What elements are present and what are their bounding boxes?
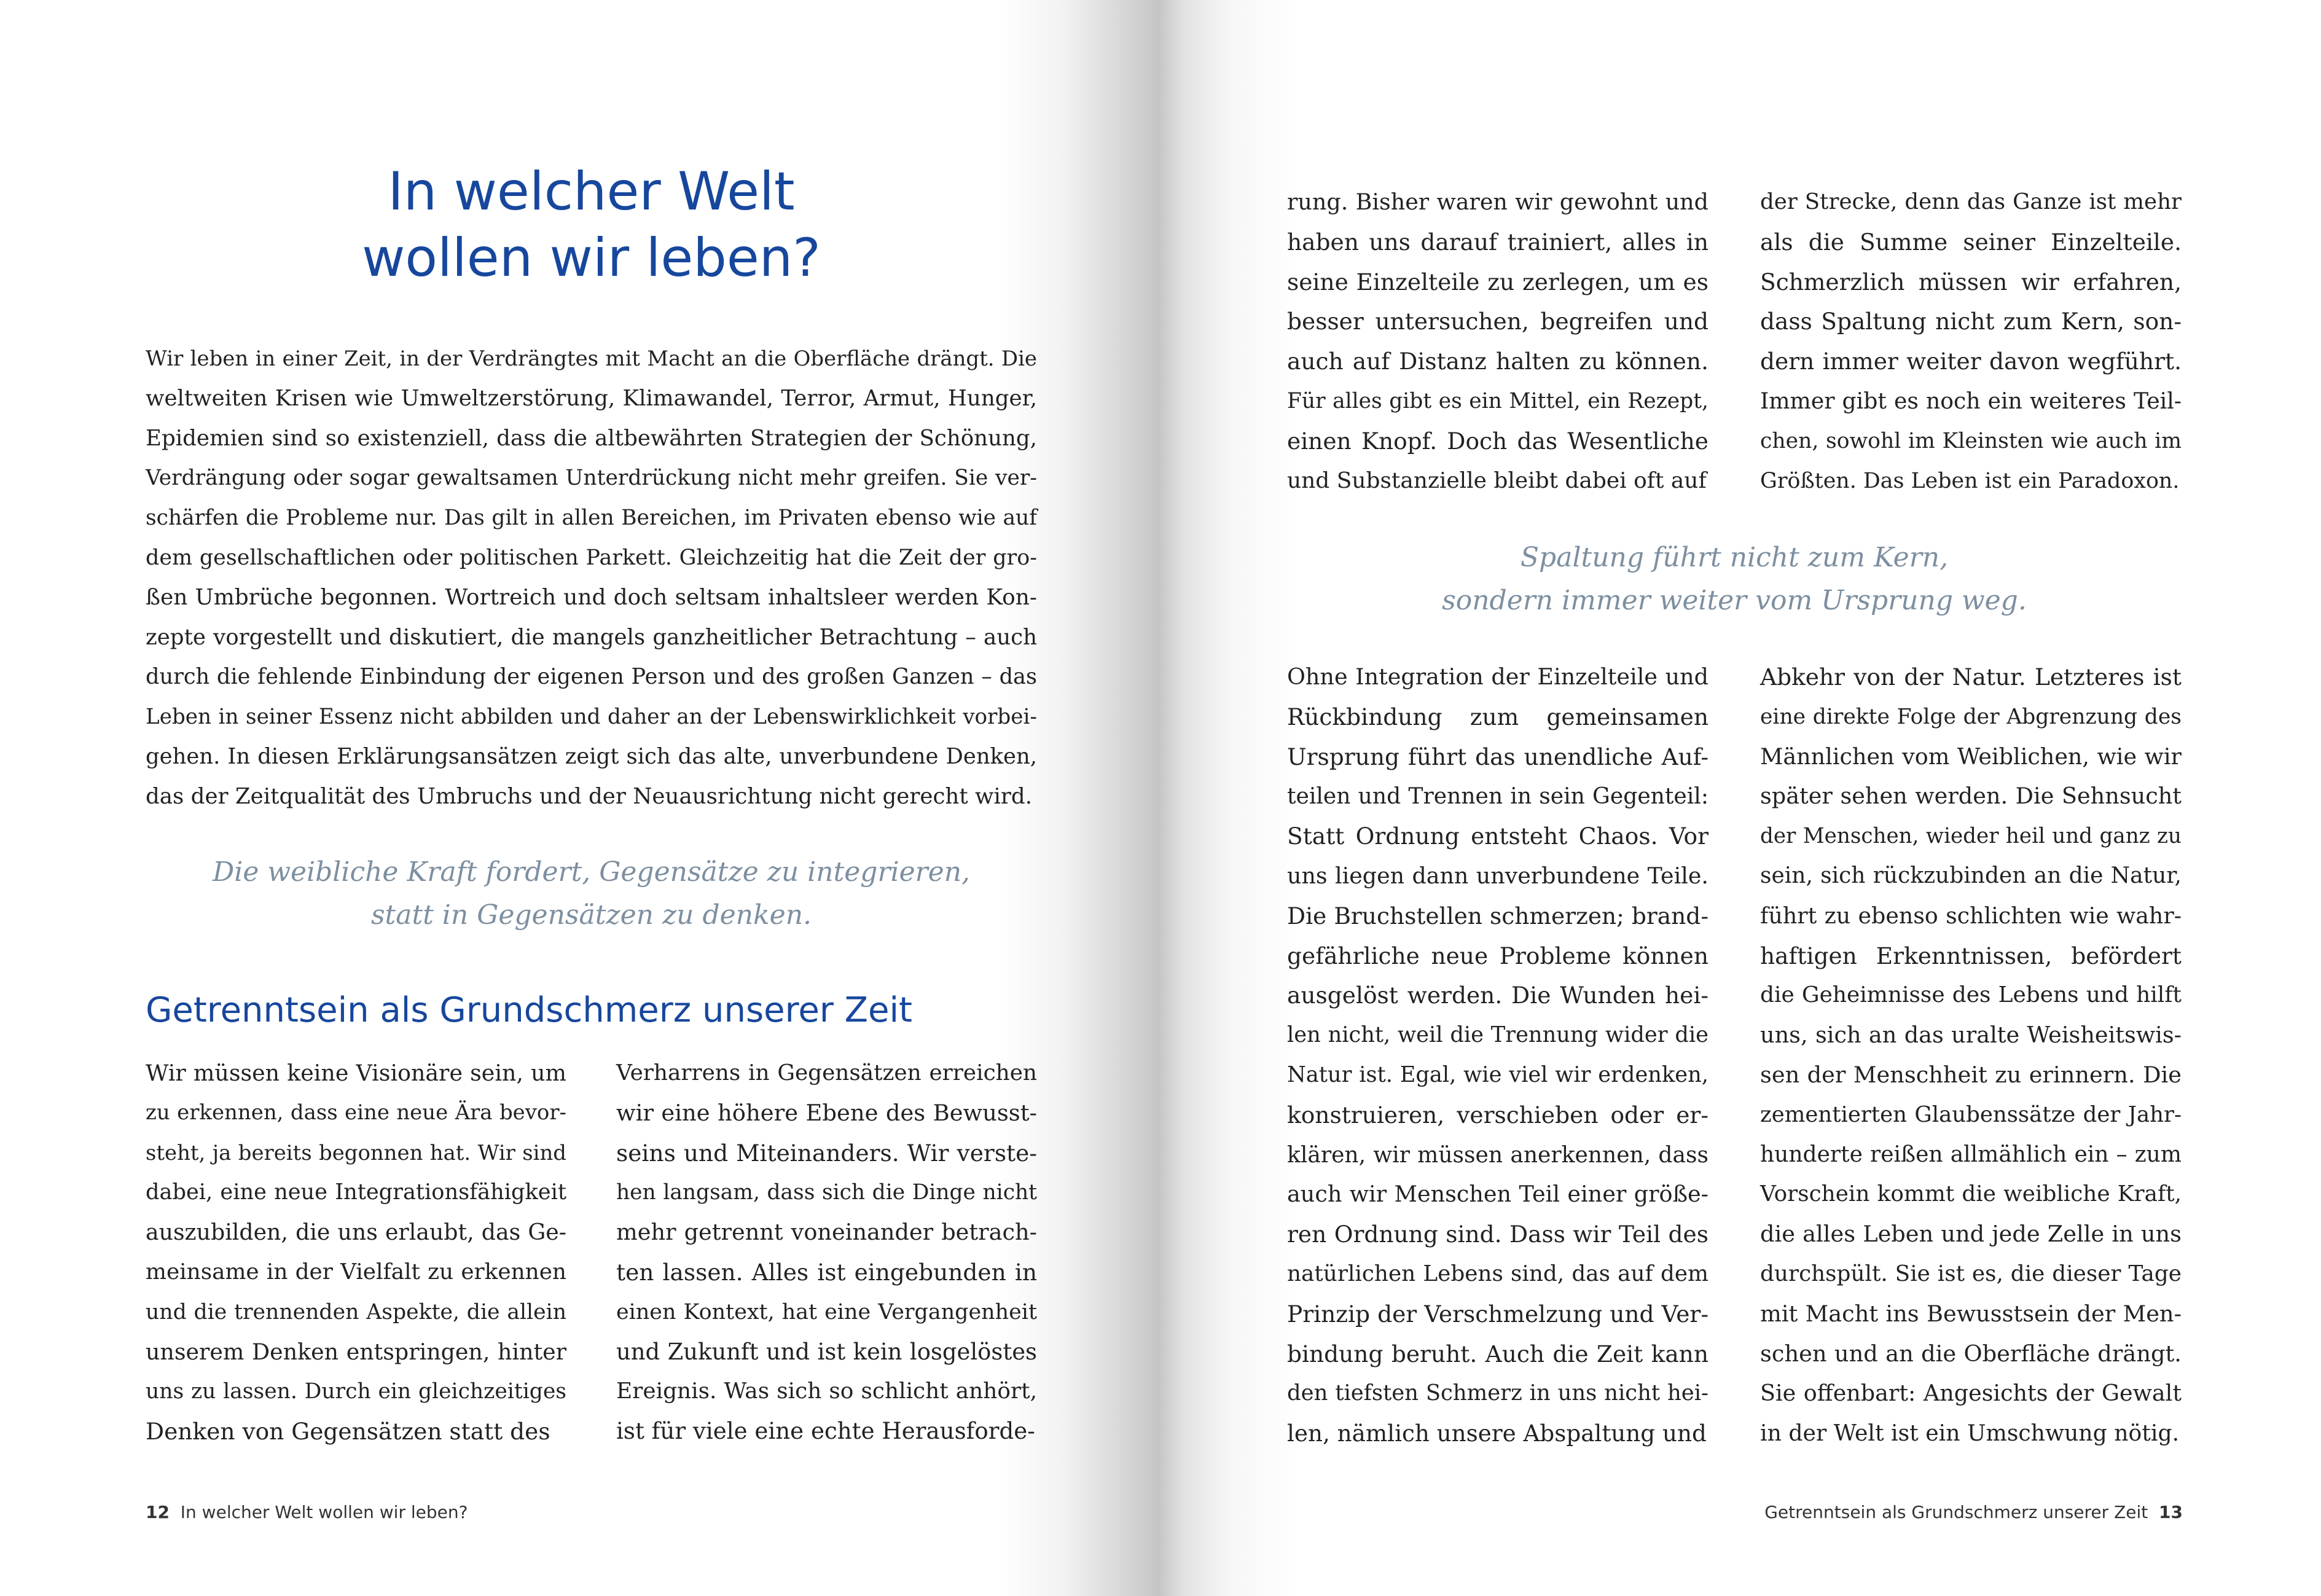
text-line: das der Zeitqualität des Umbruchs und der Neuausrichtung nicht gerecht wird. [146,783,1033,809]
text-line: ren Ordnung sind. Dass wir Teil des [1287,1221,1708,1248]
text-line: rung. Bisher waren wir gewohnt und [1287,189,1708,215]
page-number: 13 [2159,1502,2183,1522]
text-line: dem gesellschaftlichen oder politischen Parkett. Gleichzeitig hat die Zeit der gro- [146,545,1037,570]
quote-line-2: statt in Gegensätzen zu denken. [370,899,812,931]
text-line: Epidemien sind so existenziell, dass die altbewährten Strategien der Schönung, [146,425,1037,451]
text-line: schärfen die Probleme nur. Das gilt in allen Bereichen, im Privaten ebenso wie auf [146,506,1037,531]
text-line: auszubilden, die uns erlaubt, das Ge- [146,1219,566,1246]
text-line: einen Knopf. Doch das Wesentliche [1287,427,1708,455]
text-line: uns liegen dann unverbundene Teile. [1287,862,1708,889]
text-line: als die Summe seiner Einzelteile. [1760,228,2182,256]
pull-quote-left [146,851,1037,937]
text-line: einen Kontext, hat eine Vergangenheit [616,1299,1037,1324]
text-line: und die trennenden Aspekte, die allein [146,1299,566,1324]
text-line: seins und Miteinanders. Wir verste- [616,1139,1037,1167]
text-line: uns zu lassen. Durch ein gleichzeitiges [146,1379,566,1404]
text-line: Schmerzlich müssen wir erfahren, [1760,268,2182,295]
text-line: sein, sich rückzubinden an die Natur, [1760,863,2182,888]
left-column-1 [146,1054,566,1452]
text-line: zepte vorgestellt und diskutiert, die mangels ganzheitlicher Betrachtung – auch [146,624,1037,650]
text-line: ausgelöst werden. Die Wunden hei- [1287,982,1708,1009]
text-line: bindung beruht. Auch die Zeit kann [1287,1340,1708,1367]
text-line: len, nämlich unsere Abspaltung und [1287,1420,1707,1447]
text-line: teilen und Trennen in sein Gegenteil: [1287,783,1708,810]
text-line: hen langsam, dass sich die Dinge nicht [616,1180,1037,1205]
text-line: Rückbindung zum gemeinsamen [1287,703,1708,730]
right-column-2-bottom [1760,657,2182,1453]
text-line: auch auf Distanz halten zu können. [1287,348,1708,375]
text-line: Wir müssen keine Visionäre sein, um [146,1060,566,1086]
text-line: ten lassen. Alles ist eingebunden in [616,1258,1037,1286]
right-page [1160,0,2321,1596]
folio-right [1764,1501,2183,1524]
text-line: den tiefsten Schmerz in uns nicht hei- [1287,1380,1708,1406]
folio-left [146,1501,468,1524]
text-line: und Zukunft und ist kein losgelöstes [616,1338,1037,1365]
left-column-2 [616,1054,1037,1452]
text-line: konstruieren, verschieben oder er- [1287,1101,1708,1129]
text-line: hunderte reißen allmählich ein – zum [1760,1141,2182,1167]
text-line: durchspült. Sie ist es, die dieser Tage [1760,1261,2182,1286]
text-line: haftigen Erkenntnissen, befördert [1760,942,2182,969]
text-line: natürlichen Lebens sind, das auf dem [1287,1261,1708,1286]
text-line: gehen. In diesen Erklärungsansätzen zeigt sich das alte, unverbundene Denken, [146,743,1037,769]
text-line: Denken von Gegensätzen statt des [146,1418,550,1445]
quote-line-1: Die weibliche Kraft fordert, Gegensätze zu integrieren, [212,856,971,888]
text-line: der Strecke, denn das Ganze ist mehr [1760,189,2182,214]
text-line: Ohne Integration der Einzelteile und [1287,663,1708,690]
text-line: zementierten Glaubenssätze der Jahr- [1760,1101,2182,1127]
text-line: auch wir Menschen Teil einer größe- [1287,1181,1708,1208]
text-line: Verdrängung oder sogar gewaltsamen Unterdrückung nicht mehr greifen. Sie ver- [146,466,1037,491]
text-line: Die Bruchstellen schmerzen; brand- [1287,902,1708,929]
text-line: Vorschein kommt die weibliche Kraft, [1760,1181,2182,1207]
text-line: später sehen werden. Die Sehnsucht [1760,783,2182,810]
section-heading: Getrenntsein als Grundschmerz unserer Zeit [146,990,912,1030]
text-line: unserem Denken entspringen, hinter [146,1338,566,1365]
text-line: eine direkte Folge der Abgrenzung des [1760,704,2182,729]
text-line: len nicht, weil die Trennung wider die [1287,1022,1708,1048]
pull-quote-right [1287,536,2182,622]
text-line: ist für viele eine echte Herausforde- [616,1418,1035,1445]
text-line: Abkehr von der Natur. Letzteres ist [1760,663,2182,690]
text-line: in der Welt ist ein Umschwung nötig. [1760,1420,2180,1447]
text-line: die alles Leben und jede Zelle in uns [1760,1221,2182,1248]
text-line: der Menschen, wieder heil und ganz zu [1760,824,2182,849]
text-line: zu erkennen, dass eine neue Ära bevor- [146,1100,566,1125]
text-line: mit Macht ins Bewusstsein der Men- [1760,1300,2182,1327]
text-line: Für alles gibt es ein Mittel, ein Rezept, [1287,388,1708,413]
page-number: 12 [146,1502,170,1522]
text-line: wir eine höhere Ebene des Bewusst- [616,1099,1037,1126]
text-line: Natur ist. Egal, wie viel wir erdenken, [1287,1062,1708,1087]
text-line: Leben in seiner Essenz nicht abbilden und daher an der Lebenswirklichkeit vorbei- [146,705,1037,730]
right-column-1-top [1287,182,1708,501]
text-line: sen der Menschheit zu erinnern. Die [1760,1061,2182,1088]
text-line: Statt Ordnung entsteht Chaos. Vor [1287,823,1708,850]
quote-line-2: sondern immer weiter vom Ursprung weg. [1442,585,2027,616]
text-line: ßen Umbrüche begonnen. Wortreich und doch seltsam inhaltsleer werden Kon- [146,584,1037,610]
text-line: meinsame in der Vielfalt zu erkennen [146,1259,566,1285]
text-line: klären, wir müssen anerkennen, dass [1287,1141,1708,1168]
text-line: durch die fehlende Einbindung der eigenen Person und des großen Ganzen – das [146,664,1037,690]
intro-paragraph [146,339,1037,817]
text-line: haben uns darauf trainiert, alles in [1287,228,1708,256]
title-line-2: wollen wir leben? [362,227,821,289]
right-column-2-top [1760,182,2182,501]
left-page [0,0,1160,1596]
text-line: dabei, eine neue Integrationsfähigkeit [146,1179,566,1205]
text-line: steht, ja bereits begonnen hat. Wir sind [146,1140,566,1165]
text-line: Verharrens in Gegensätzen erreichen [616,1060,1037,1086]
right-column-1-bottom [1287,657,1708,1453]
text-line: chen, sowohl im Kleinsten wie auch im [1760,428,2182,453]
text-line: Sie offenbart: Angesichts der Gewalt [1760,1380,2182,1407]
text-line: dass Spaltung nicht zum Kern, son- [1760,308,2182,335]
running-head: Getrenntsein als Grundschmerz unserer Zeit [1764,1502,2148,1522]
text-line: Ereignis. Was sich so schlicht anhört, [616,1379,1037,1404]
text-line: Immer gibt es noch ein weiteres Teil- [1760,387,2182,414]
text-line: seine Einzelteile zu zerlegen, um es [1287,268,1708,295]
text-line: schen und an die Oberfläche drängt. [1760,1340,2182,1367]
text-line: die Geheimnisse des Lebens und hilft [1760,982,2182,1008]
text-line: führt zu ebenso schlichten wie wahr- [1760,902,2182,929]
text-line: dern immer weiter davon wegführt. [1760,348,2182,375]
text-line: Größten. Das Leben ist ein Paradoxon. [1760,468,2180,493]
text-line: Ursprung führt das unendliche Auf- [1287,743,1708,770]
text-line: Wir leben in einer Zeit, in der Verdrängtes mit Macht an die Oberfläche drängt. Die [146,346,1037,370]
title-line-1: In welcher Welt [388,161,795,222]
text-line: weltweiten Krisen wie Umweltzerstörung, Klimawandel, Terror, Armut, Hunger, [146,385,1037,411]
page-title [146,158,1037,291]
text-line: Männlichen vom Weiblichen, wie wir [1760,743,2182,770]
text-line: uns, sich an das uralte Weisheitswis- [1760,1022,2182,1049]
text-line: und Substanzielle bleibt dabei oft auf [1287,467,1707,493]
text-line: besser untersuchen, begreifen und [1287,308,1708,335]
text-line: Prinzip der Verschmelzung und Ver- [1287,1300,1708,1328]
text-line: gefährliche neue Probleme können [1287,942,1708,969]
running-head: In welcher Welt wollen wir leben? [180,1502,468,1522]
quote-line-1: Spaltung führt nicht zum Kern, [1520,542,1949,573]
text-line: mehr getrennt voneinander betrach- [616,1219,1037,1246]
